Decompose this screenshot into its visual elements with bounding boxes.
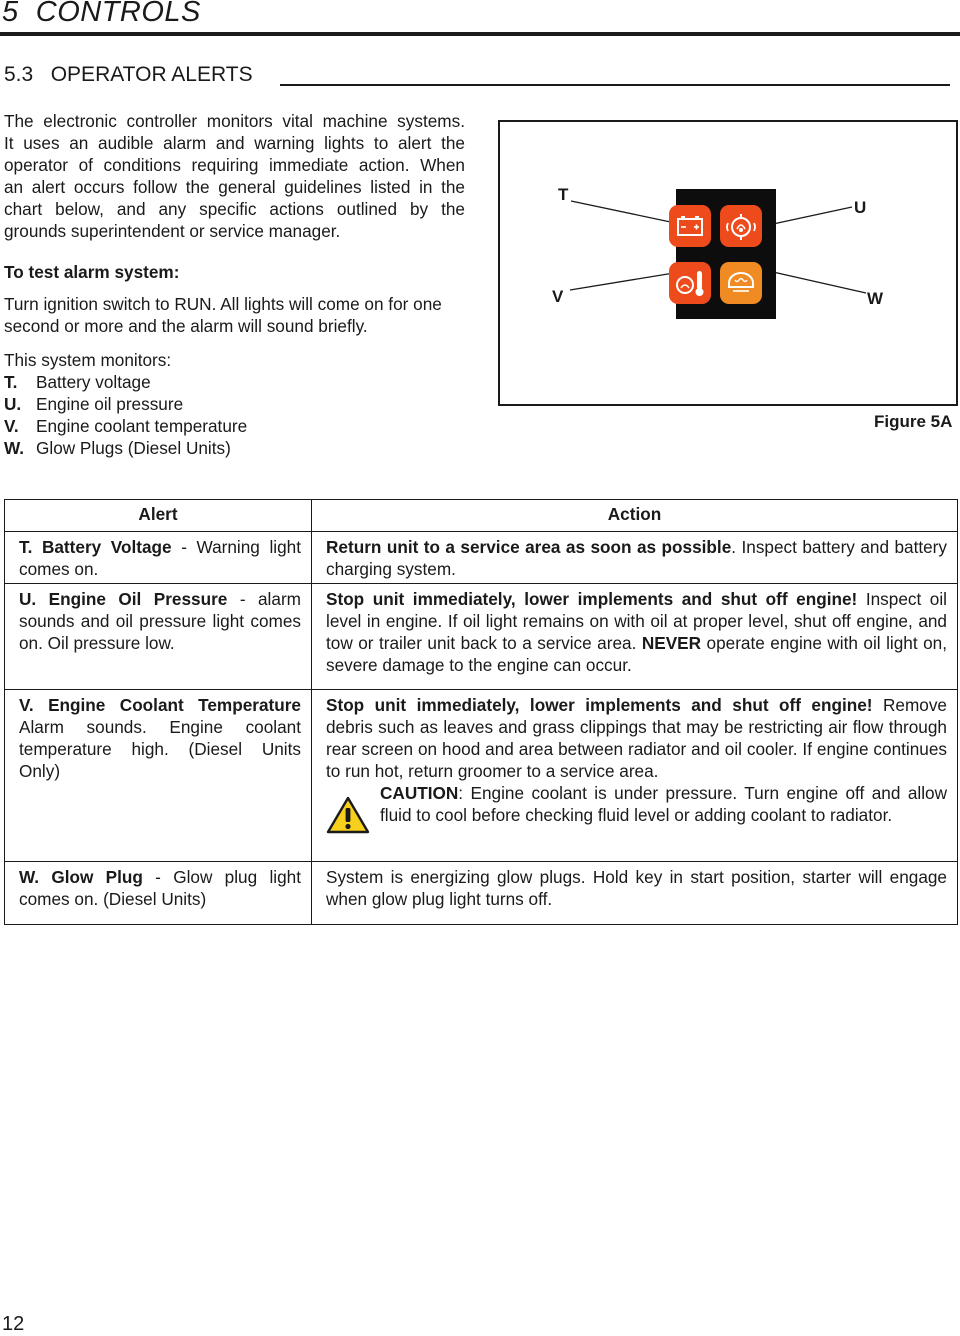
coolant-temperature-lamp bbox=[669, 262, 711, 304]
caution-label: CAUTION bbox=[380, 783, 459, 803]
action-description: operate engine with oil light on, severe damage to the engine can occur. bbox=[326, 633, 947, 675]
table-row bbox=[5, 690, 958, 862]
action-description: Inspect oil level in engine. If oil light remains on with oil at proper level, shut off engine, and tow or trailer unit back to a service area. bbox=[326, 589, 948, 653]
list-item-letter: W. bbox=[4, 438, 25, 458]
alert-title: V. Engine Coolant Temperature bbox=[19, 695, 301, 715]
intro-line: The electronic controller monitors vital machine systems. bbox=[4, 111, 465, 131]
action-paragraph bbox=[326, 694, 947, 782]
list-item-label: Battery voltage bbox=[36, 372, 151, 392]
oil-pressure-lamp bbox=[720, 205, 762, 247]
section-title: OPERATOR ALERTS bbox=[50, 63, 253, 86]
action-cell bbox=[312, 690, 958, 862]
action-emphasis: Stop unit immediately, lower implements and shut off engine! bbox=[326, 589, 858, 609]
oil-can-icon bbox=[720, 205, 762, 247]
section-heading bbox=[4, 63, 253, 87]
list-item-letter: U. bbox=[4, 394, 22, 414]
figure-label-v: V bbox=[552, 287, 564, 306]
monitor-list bbox=[4, 371, 247, 459]
intro-line: an alert occurs follow the general guidelines listed in the bbox=[4, 177, 465, 197]
list-item-label: Engine coolant temperature bbox=[36, 416, 248, 436]
glow-plug-lamp bbox=[720, 262, 762, 304]
table-row bbox=[5, 532, 958, 584]
glow-plug-icon bbox=[720, 262, 762, 304]
list-item-letter: T. bbox=[4, 372, 18, 392]
action-emphasis: Return unit to a service area as soon as possible bbox=[326, 537, 732, 557]
section-number: 5.3 bbox=[4, 63, 34, 86]
action-emphasis: NEVER bbox=[641, 633, 702, 653]
alert-cell bbox=[5, 690, 312, 862]
intro-line: grounds superintendent or service manager. bbox=[4, 221, 341, 241]
chapter-title-text: CONTROLS bbox=[35, 0, 201, 28]
action-description: Remove debris such as leaves and grass clippings that may be restricting air flow through rear screen on hood and area between radiator and oil cooler. If engine continues to run hot, return groomer to a service area. bbox=[326, 695, 947, 781]
figure-label-u: U bbox=[854, 198, 867, 217]
action-cell bbox=[312, 532, 958, 584]
list-item-letter: V. bbox=[4, 416, 19, 436]
battery-lamp bbox=[669, 205, 711, 247]
intro-line: operator of conditions requiring immediate action. When bbox=[4, 155, 465, 175]
table-header-row bbox=[5, 500, 958, 532]
intro-paragraph bbox=[4, 110, 465, 242]
list-item-label: Engine oil pressure bbox=[36, 394, 184, 414]
section-rule bbox=[280, 84, 950, 86]
alert-cell bbox=[5, 862, 312, 925]
action-description: . Inspect battery and battery charging system. bbox=[326, 537, 948, 579]
coolant-temperature-icon bbox=[669, 262, 711, 304]
caution-description: : Engine coolant is under pressure. Turn engine off and allow fluid to cool before checking fluid level or adding coolant to radiator. bbox=[380, 783, 947, 825]
table-row bbox=[5, 584, 958, 690]
battery-icon bbox=[669, 205, 711, 247]
monitors-heading: This system monitors: bbox=[4, 350, 172, 370]
warning-triangle-icon bbox=[326, 782, 380, 839]
list-item bbox=[4, 393, 247, 415]
alert-description: Alarm sounds. Engine coolant temperature high. (Diesel Units Only) bbox=[19, 717, 301, 781]
chapter-title bbox=[2, 0, 201, 29]
alert-title: U. Engine Oil Pressure bbox=[19, 589, 228, 609]
alert-title: T. Battery Voltage bbox=[19, 537, 172, 557]
alert-description: - Warning light comes on. bbox=[19, 537, 301, 579]
list-item-label: Glow Plugs (Diesel Units) bbox=[36, 438, 231, 458]
action-column-header: Action bbox=[312, 500, 958, 532]
test-line: second or more and the alarm will sound briefly. bbox=[4, 316, 368, 336]
alert-column-header: Alert bbox=[5, 500, 312, 532]
action-description: System is energizing glow plugs. Hold key in start position, starter will engage when glow plug light turns off. bbox=[326, 867, 947, 909]
list-item bbox=[4, 371, 247, 393]
intro-line: It uses an audible alarm and warning lights to alert the bbox=[4, 133, 465, 153]
alert-cell bbox=[5, 532, 312, 584]
action-cell bbox=[312, 584, 958, 690]
test-line: Turn ignition switch to RUN. All lights will come on for one bbox=[4, 294, 442, 314]
alert-description: - Glow plug light comes on. (Diesel Units) bbox=[19, 867, 301, 909]
alert-cell bbox=[5, 584, 312, 690]
test-alarm-instructions bbox=[4, 293, 474, 337]
action-cell bbox=[312, 862, 958, 925]
table-row bbox=[5, 862, 958, 925]
caution-note bbox=[326, 782, 947, 839]
intro-line: chart below, and any specific actions outlined by the bbox=[4, 199, 465, 219]
action-emphasis: Stop unit immediately, lower implements and shut off engine! bbox=[326, 695, 873, 715]
test-alarm-heading: To test alarm system: bbox=[4, 262, 180, 282]
chapter-number: 5 bbox=[2, 0, 19, 28]
page-number: 12 bbox=[2, 1313, 25, 1335]
alert-title: W. Glow Plug bbox=[19, 867, 143, 887]
chapter-rule bbox=[0, 32, 960, 36]
list-item bbox=[4, 415, 247, 437]
figure-label-w: W bbox=[867, 289, 884, 308]
figure-caption: Figure 5A bbox=[874, 412, 953, 431]
alert-description: - alarm sounds and oil pressure light comes on. Oil pressure low. bbox=[19, 589, 301, 653]
caution-text bbox=[380, 782, 947, 839]
figure-label-t: T bbox=[558, 185, 569, 204]
warning-lamp-panel bbox=[676, 189, 776, 319]
list-item bbox=[4, 437, 247, 459]
alert-action-table bbox=[4, 499, 958, 925]
